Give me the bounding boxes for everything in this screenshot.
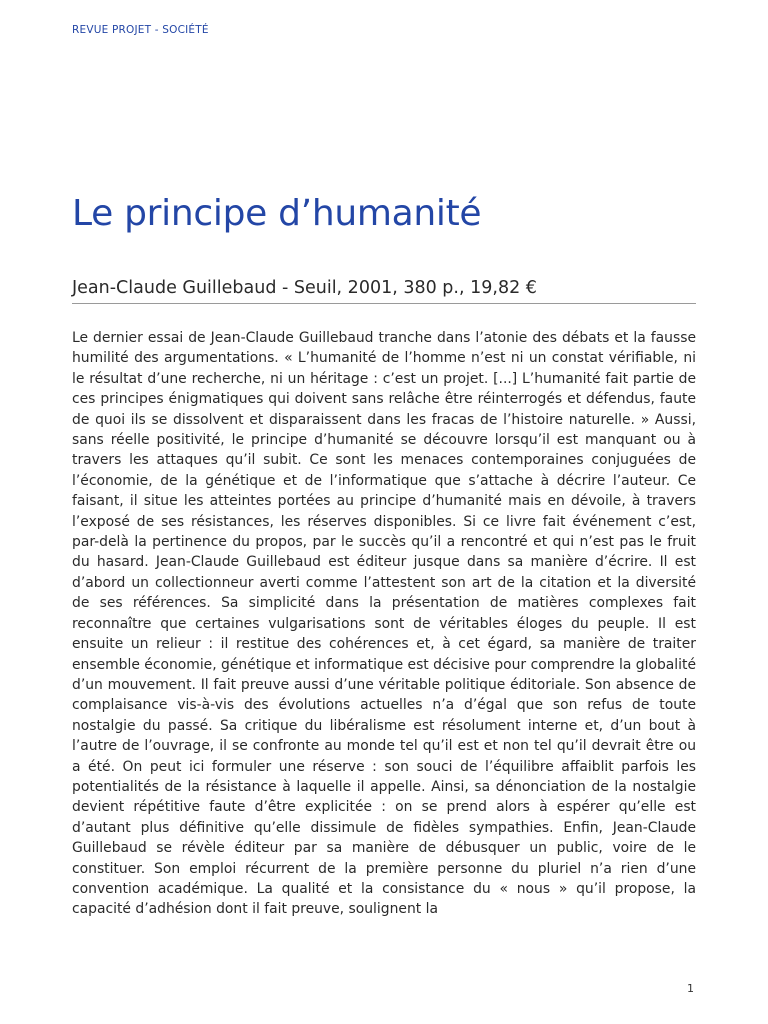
- section-label: REVUE PROJET - SOCIÉTÉ: [72, 24, 209, 36]
- article-title: Le principe d’humanité: [72, 193, 482, 234]
- article-subtitle: Jean-Claude Guillebaud - Seuil, 2001, 380 p., 19,82 €: [72, 276, 696, 304]
- page-number: 1: [687, 982, 694, 995]
- article-body: Le dernier essai de Jean-Claude Guillebaud tranche dans l’atonie des débats et la fausse humilité des argumentations. « L’humanité de l’homme n’est ni un constat vérifiable, ni le résultat d’une recherche, ni un héritage : c’est un projet. [...] L’humanité fait partie de ces principes énigmatiques qui doivent sans relâche être réinterrogés et défendus, faute de quoi ils se dissolvent et disparaissent dans les fracas de l’histoire naturelle. » Aussi, sans réelle positivité, le principe d’humanité se découvre lorsqu’il est manquant ou à travers les attaques qu’il subit. Ce sont les menaces contemporaines conjuguées de l’économie, de la génétique et de l’informatique que s’attache à décrire l’auteur. Ce faisant, il situe les atteintes portées au principe d’humanité mais en dévoile, à travers l’exposé de ses résistances, les réserves disponibles. Si ce livre fait événement c’est, par-delà la pertinence du propos, par le succès qu’il a rencontré et qui n’est pas le fruit du hasard. Jean-Claude Guillebaud est éditeur jusque dans sa manière d’écrire. Il est d’abord un collectionneur averti comme l’attestent son art de la citation et la diversité de ses références. Sa simplicité dans la présentation de matières complexes fait reconnaître que certaines vulgarisations sont de véritables éloges du peuple. Il est ensuite un relieur : il restitue des cohérences et, à cet égard, sa manière de traiter ensemble économie, génétique et informatique est décisive pour comprendre la globalité d’un mouvement. Il fait preuve aussi d’une véritable politique éditoriale. Son absence de complaisance vis-à-vis des évolutions actuelles n’a d’égal que son refus de toute nostalgie du passé. Sa critique du libéralisme est résolument interne et, d’un bout à l’autre de l’ouvrage, il se confronte au monde tel qu’il est et non tel qu’il devrait être ou a été. On peut ici formuler une réserve : son souci de l’équilibre affaiblit parfois les potentialités de la résistance à laquelle il appelle. Ainsi, sa dénonciation de la nostalgie devient répétitive faute d’être explicitée : on se prend alors à espérer qu’elle est d’autant plus définitive qu’elle dissimule de fidèles sympathies. Enfin, Jean-Claude Guillebaud se révèle éditeur par sa manière de débusquer un public, voire de le constituer. Son emploi récurrent de la première personne du pluriel n’a rien d’une convention académique. La qualité et la consistance du « nous » qu’il propose, la capacité d’adhésion dont il fait preuve, soulignent la: [72, 330, 696, 918]
